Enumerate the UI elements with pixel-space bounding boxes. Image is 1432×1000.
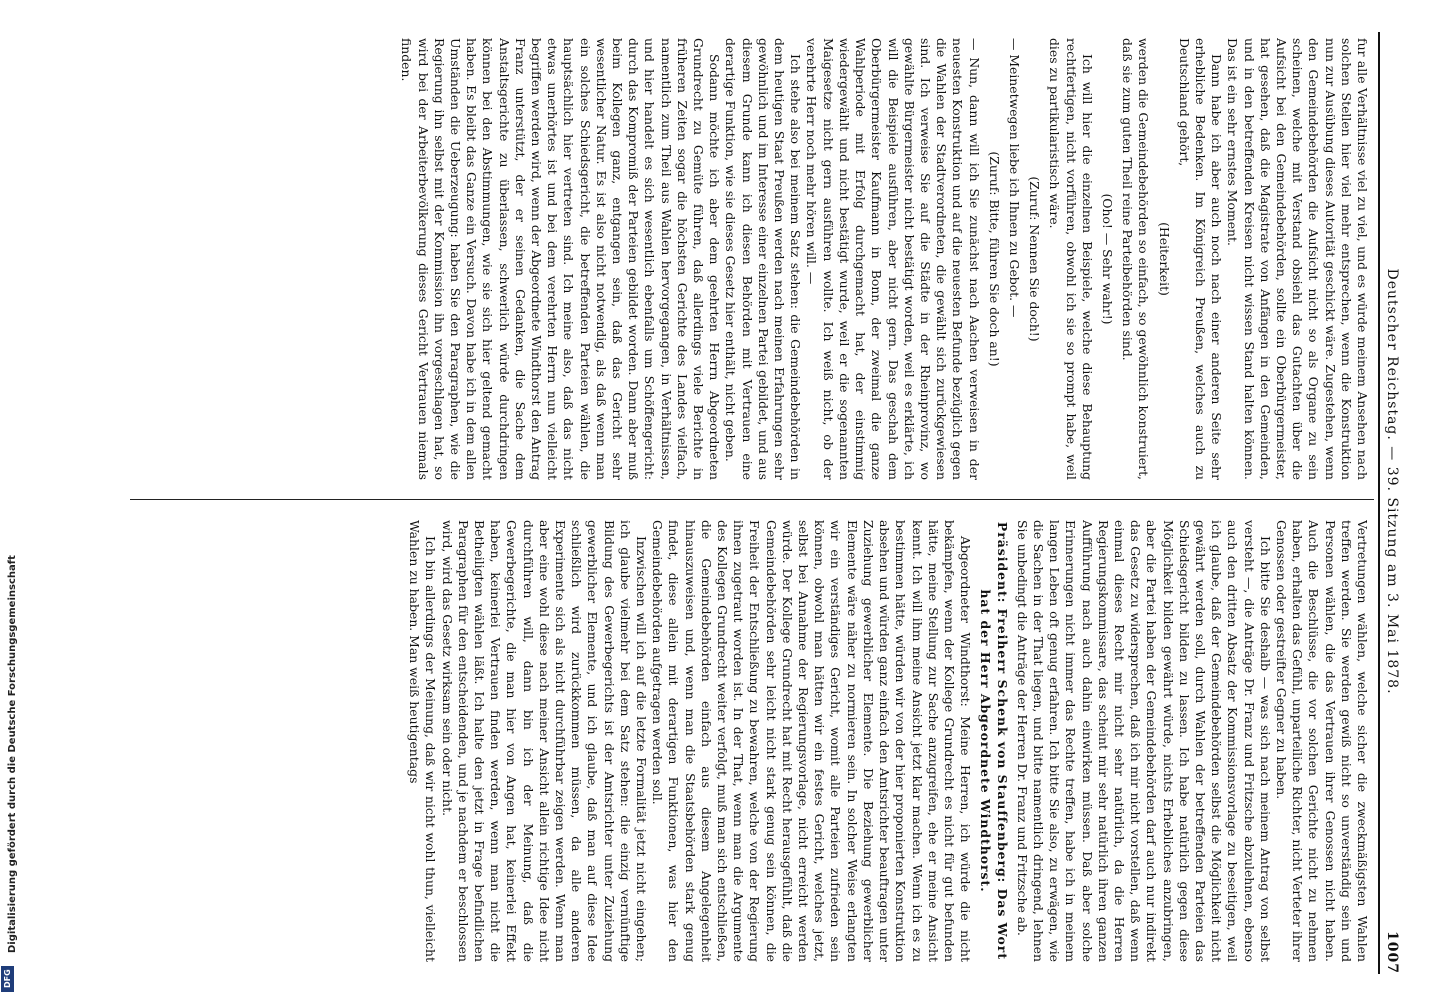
paragraph: fur alle Verhältnisse viel zu viel, und es würde meinem Ansehen nach solchen Stellen hier viel mehr entsprechen, wenn die Konstruktion nun zur Ausübung dieses Autorität geschickt wäre. Zugestehen, wenn den Gemeindebehörden die Aufsicht nicht so als Organe zu sein scheinen, welche mit Verstand obsiehl das Gutachten über die Aufsicht bei den Gemeindebehörden, sollte ein Oberbürgermeister, hat gesehen, daß die Magistrate von Anfängen in den Gemeinden, und in den betreffenden Kreisen nicht wissen Stand halten können. Das ist ein sehr ernstes Moment. bbox=[1225, 38, 1370, 480]
page-title: Deutscher Reichstag. — 39. Sitzung am 3. Mai 1878. bbox=[1384, 268, 1400, 695]
page-header bbox=[1384, 32, 1410, 974]
digitization-watermark bbox=[0, 0, 16, 1000]
column-divider bbox=[130, 499, 1374, 500]
paragraph: werden die Gemeindebehörden so einfach, so gewöhnlich konstruiert, daß sie zum guten Theil reine Parteibehörden sind. bbox=[1120, 38, 1152, 480]
paragraph: Ich bitte Sie deshalb — was sich nach meinem Antrag von selbst versteht —, die Anträge Dr. Franz und Fritzsche abzulehnen, ebenso auch den dritten Absatz der Kommissionsvorlage zu beseitigen, weil ich glaube, daß der Gemeindebehörden selbst die Möglichkeit nicht gewährt werden soll, durch Wahlen der betreffenden Parteien das Schiedsgericht bilden zu lassen. Ich habe natürlich gegen diese Möglichkeit bilden gewährt würde, nichts Erhebliches anzubringen, aber die Partei haben der Gemeindebehörden darf auch nur indirekt das Gesetz zu widersprechen, daß ich mir nicht vorstellen, daß wenn einmal dieses Recht mir nicht sehr natürlich, da die Herren Regierungskommissare, das scheint mir sehr natürlich ihren ganzen Aufführung nach auch dahin einwirken müssen. Daß aber solche Erinnerungen nicht immer das Rechte treffen, habe ich in meinem langen Leben oft genug erfahren. Ich bitte Sie also, zu erwägen, wie die Sachen in der That liegen, und bitte namentlich dringend, lehnen Sie unbedingt die Anträge der Herren Dr. Franz und Fritzsche ab. bbox=[1014, 520, 1273, 962]
interjection: (Zuruf: Bitte, führen Sie doch an!) bbox=[986, 151, 1002, 367]
watermark-text: Digitalisierung gefördert durch die Deutsche Forschungsgemeinschaft bbox=[7, 555, 18, 953]
paragraph: Ich bin allerdings der Meinung, daß wir nicht wohl thun, vielleicht Wahlen zu haben. Man weiß heutigentags bbox=[407, 520, 439, 962]
right-column bbox=[130, 520, 1370, 962]
page-number: 1007 bbox=[1384, 931, 1400, 974]
paragraph: Ich stehe also bei meinem Satz stehen: die Gemeindebehörden in dem heutigen Staat Preußen werden nach meinen Erfahrungen sehr gewöhnlich und im Interesse einer einzelnen Partei gebildet, und aus diesem Grunde kann ich diesen Behörden mit Vertrauen eine derartige Funktion, wie sie dieses Gesetz hier enthält, nicht geben. bbox=[723, 38, 804, 480]
header-divider bbox=[1378, 32, 1380, 974]
paragraph: — Meinetwegen liebe ich Ihnen zu Gebot. — bbox=[1006, 38, 1022, 318]
paragraph: Dann habe ich aber auch noch nach einer anderen Seite sehr erhebliche Bedenken. Im Königreich Preußen, welches auch zu Deutschland gehört, bbox=[1176, 38, 1225, 480]
paragraph: Vertretungen wählen, welche sicher die zweckmäßigsten Wahlen treffen werden. Sie werden gewiß nicht so unverständig sein und Personen wählen, die das Vertrauen ihrer Genossen nicht haben. Auch die Beschlüsse, die vor solchen Gerichte nicht zu nehmen haben, erhalten das Gefühl, unparteiliche Richter, nicht Verteter ihrer Genossen oder gestreifter Gegner zu haben. bbox=[1273, 520, 1370, 962]
paragraph: Ich will hier die einzelnen Beispiele, welche diese Behauptung rechtfertigen, nicht vorführen, obwohl ich sie so prompt habe, weil dies zu partikularistisch wäre. bbox=[1047, 38, 1095, 480]
paragraph: Inzwischen will ich auf die letzte Formalität jetzt nicht eingehen; ich glaube vielmehr bei dem Satz stehen: die einzig vernünftige Bildung des Gewerbegerichts ist der Amtsrichter unter Zuziehung gewerblicher Elemente, und ich glaube, daß man auf diese Idee schließlich wird zurückkommen müssen, da alle anderen Experimente sich als nicht durchführbar zeigen werden. Wenn man aber eine wohl diese nach meiner Ansicht allein richtige Idee nicht durchführen will, dann bin ich der Meinung, daß die Gewerbegerichte, die man hier von Angen hat, keinerlei Effekt haben, keinerlei Vertrauen finden werden, wenn man nicht die Betheiligten wählen läßt. Ich halte den jetzt in Frage befindlichen Paragraphen für den entscheidenden, und je nachdem er beschlossen wird, wird das Gesetz wirksam sein oder nicht. bbox=[439, 520, 650, 962]
paragraph: Sodann möchte ich aber dem geehrten Herrn Abgeordneten Grundrecht zu Gemüte führen, daß allerdings viele Berichte in früheren Zeiten sogar die höchsten Gerichte des Landes vielfach, namentlich zum Theil aus Wahlen hervorgegangen, in Verhältnissen, und hier handelt es sich wesentlich ebenfalls um Schöffengericht: durch das Kompromiß der Parteien gebildet worden. Dann aber muß beim Kollegen ganz, entgangen sein, daß das Gericht sehr wesentlicher Natur. Es ist also nicht notwendig, als daß wenn man ein solches Schiedsgericht, die betreffenden Parteien wählen, die hauptsächlich hier vertreten sind. Ich meine also, daß das nicht etwas unerhörtes ist und bei dem verehrten Herrn nun vielleicht begriffen werden wird, wenn der Abgeordnete Windthorst den Antrag Franz unterstützt, der er seinen Gedanken, die Sache dem Anstaltsgerichte zu überlassen, schwerlich würde durchdringen können bei den Abstimmungen, wie sie sich hier geltend gemacht haben. Es bleibt das Ganze ein Versuch. Davon habe ich in dem allen Umständen die Ueberzeugung: haben Sie den Paragraphen, wie die Regierung ihn selbst mit der Kommission ihn vorgeschlagen hat, so wird bei der Arbeiterbevölkerung dieses Gericht Vertrauen niemals finden. bbox=[399, 38, 723, 480]
dfg-logo-icon: DFG bbox=[1, 966, 14, 992]
interjection: (Oho! — Sehr wahr!) bbox=[1099, 193, 1115, 325]
paragraph: — Nun, dann will ich Sie zunächst nach Aachen verweisen in der neuesten Konstruktion und auf die neuesten Befunde bezüglich gegen die Wahlen der Stadtverordneten, die gewählt sich zurückgewiesen sind. Ich verweise Sie auf die Städte in der Rheinprovinz, wo gewählte Bürgermeister nicht bestätigt worden, weil es erklärte, ich will die Beispiele ausführen, aber nicht gern. Das geschah dem Oberbürgermeister Kaufmann in Bonn, der zweimal die ganze Wahlperiode mit Erfolg durchgemacht hat, der einstimmig wiedergewählt und nicht bestätigt wurde, weil er die sogenannten Maigesetze nicht gern ausführen wollte. Ich weiß nicht, ob der verehrte Herr noch mehr hören will. — bbox=[804, 38, 982, 480]
speaker-heading: Präsident: Freiherr Schenk von Stauffenberg: Das Wort hat der Herr Abgeordnete Windthorst. bbox=[978, 521, 1010, 961]
interjection: (Heiterkeit) bbox=[1156, 222, 1172, 296]
interjection: (Zuruf: Nennen Sie doch!) bbox=[1027, 176, 1043, 342]
document-page bbox=[110, 12, 1410, 988]
paragraph: Abgeordneter Windthorst: Meine Herren, ich würde die nicht bekämpfen, wenn der Kollege Grundrecht es nicht für gut befunden hätte, meine Stellung zur Sache anzugreifen, ehe er meine Ansicht kennt. Ich will ihm meine Ansicht jetzt klar machen. Wenn ich es zu bestimmen hätte, würden wir von der hier proponierten Konstruktion absehen und würden ganz einfach den Amtsrichter beauftragen unter Zuziehung gewerblicher Elemente. Die Beziehung gewerblicher Elemente wäre näher zu normieren sein. In solcher Weise erlangten wir ein verständiges Gericht, womit alle Parteien zufrieden sein können, obwohl man hätten wir ein festes Gericht, welches jetzt, selbst bei Annahme der Regierungsvorlage, nicht erreicht werden würde. Der Kollege Grundrecht hat mit Recht herausgefühlt, daß die Gemeindebehörden sehr leicht nicht stark genug sein können, die Freiheit der Entschließung zu bewahren, welche von der Regierung ihnen zugetraut worden ist. In der That, wenn man die Argumente des Kollegen Grundrecht weiter verfolgt, muß man sich entschließen, die Gemeindebehörden einfach aus diesem Angelegenheit hinauszuweisen und, wenn man die Staatsbehörden stark genug findet, diese allein mit derartigen Funktionen, was hier den Gemeindebehörden aufgetragen werden soll. bbox=[650, 520, 974, 962]
left-column bbox=[130, 38, 1370, 480]
